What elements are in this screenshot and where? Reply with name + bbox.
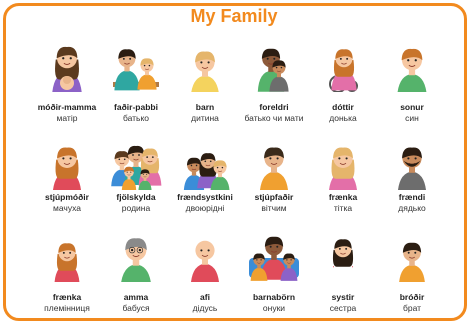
vocab-card (99, 38, 173, 128)
icelandic-word: barnabörn (252, 292, 296, 302)
brother-icon (385, 228, 439, 282)
icelandic-word: barn (195, 102, 215, 112)
icelandic-word: frænka (52, 292, 82, 302)
ukrainian-word: брат (402, 303, 422, 313)
icelandic-word: foreldri (259, 102, 289, 112)
mother-icon (40, 38, 94, 92)
vocab-card (99, 228, 173, 318)
ukrainian-word: сестра (329, 303, 357, 313)
grandchildren-icon (247, 228, 301, 282)
vocab-card (30, 228, 104, 318)
icelandic-word: fjölskylda (116, 192, 156, 202)
icelandic-word: sonur (400, 102, 424, 112)
icelandic-word: bróðir (399, 292, 425, 302)
icelandic-word: móðir-mamma (37, 102, 97, 112)
vocab-card (30, 136, 104, 226)
vocab-card (375, 228, 449, 318)
icelandic-word: stjúpfaðir (254, 192, 294, 202)
vocab-card (306, 38, 380, 128)
niece-icon (40, 228, 94, 282)
ukrainian-word: батько чи мати (244, 113, 304, 123)
ukrainian-word: матір (56, 113, 78, 123)
daughter-icon (316, 38, 370, 92)
uncle-icon (385, 136, 439, 190)
icelandic-word: frændi (398, 192, 426, 202)
cousins-icon (178, 136, 232, 190)
ukrainian-word: двоюрідні (185, 203, 225, 213)
ukrainian-word: дідусь (192, 303, 218, 313)
child-icon (178, 38, 232, 92)
icelandic-word: afi (200, 292, 210, 302)
vocab-card (237, 136, 311, 226)
grandmother-icon (109, 228, 163, 282)
ukrainian-word: донька (329, 113, 357, 123)
ukrainian-word: бабуся (122, 303, 150, 313)
ukrainian-word: син (405, 113, 419, 123)
family-icon (109, 136, 163, 190)
grandfather-icon (178, 228, 232, 282)
vocab-card (237, 228, 311, 318)
vocab-card (168, 136, 242, 226)
sister-icon (316, 228, 370, 282)
aunt-icon (316, 136, 370, 190)
poster-title: My Family (190, 6, 278, 26)
ukrainian-word: мачуха (53, 203, 81, 213)
icelandic-word: faðir-pabbi (114, 102, 158, 112)
ukrainian-word: вітчим (261, 203, 287, 213)
icelandic-word: dóttir (332, 102, 354, 112)
stepfather-icon (247, 136, 301, 190)
vocab-card (237, 38, 311, 128)
vocab-card (306, 228, 380, 318)
ukrainian-word: онуки (262, 303, 286, 313)
icelandic-word: frændsystkini (177, 192, 233, 202)
ukrainian-word: племінниця (44, 303, 90, 313)
ukrainian-word: дитина (191, 113, 219, 123)
icelandic-word: stjúpmóðir (45, 192, 89, 202)
vocab-card (30, 38, 104, 128)
vocab-card (306, 136, 380, 226)
icelandic-word: systir (331, 292, 355, 302)
icelandic-word: frænka (328, 192, 358, 202)
ukrainian-word: дядько (398, 203, 426, 213)
vocab-card (168, 228, 242, 318)
icelandic-word: amma (123, 292, 149, 302)
parent-icon (247, 38, 301, 92)
ukrainian-word: тітка (333, 203, 353, 213)
vocab-card (375, 38, 449, 128)
ukrainian-word: родина (121, 203, 151, 213)
vocab-card (375, 136, 449, 226)
vocab-card (99, 136, 173, 226)
vocab-card (168, 38, 242, 128)
ukrainian-word: батько (122, 113, 150, 123)
stepmother-icon (40, 136, 94, 190)
father-icon (109, 38, 163, 92)
son-icon (385, 38, 439, 92)
